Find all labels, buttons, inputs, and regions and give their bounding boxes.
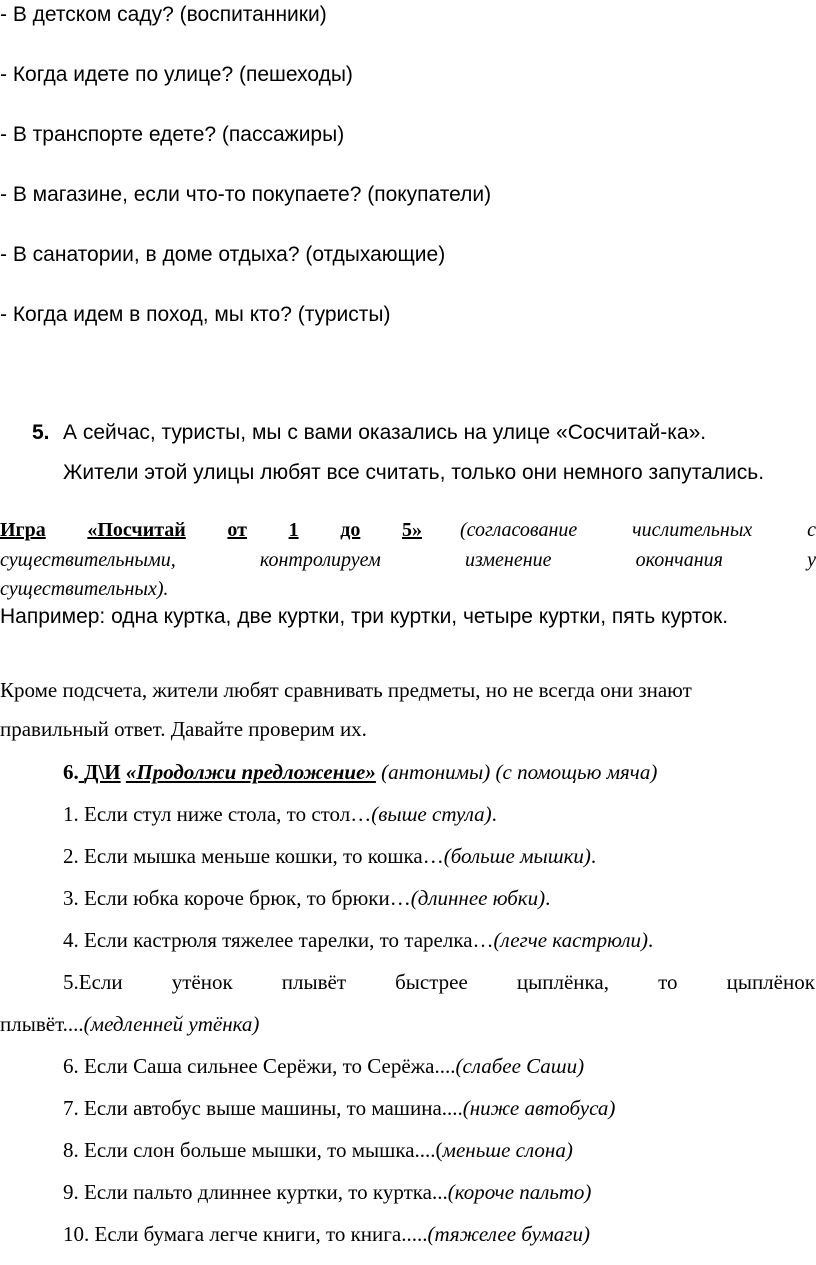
sentence-end: .: [491, 802, 497, 826]
di-game-title: «Продолжи предложение»: [125, 760, 376, 784]
game-desc-word: с: [807, 519, 816, 541]
game-description-line-2: [0, 550, 816, 570]
sentence-text: 8. Если слон больше мышки, то мышка....(: [63, 1138, 443, 1162]
game-description-line-3: существительных).: [0, 578, 169, 600]
sentence-text: 6. Если Саша сильнее Серёжи, то Серёжа....: [63, 1054, 456, 1078]
sentence-10: [63, 1224, 590, 1245]
sentence-answer: (легче кастрюли): [493, 928, 649, 952]
sentence-3: [63, 888, 550, 909]
sentence-8: [63, 1140, 573, 1161]
sentence-5-word: утёнок: [171, 970, 233, 994]
di-game-number: 6.: [63, 760, 79, 784]
sentence-answer: меньше слона): [442, 1138, 573, 1162]
game-title-word: «Посчитай: [87, 519, 186, 541]
sentence-5-line-1: [63, 972, 815, 993]
dialogue-line-2: - Когда идете по улице? (пешеходы): [0, 63, 353, 86]
dialogue-line-3: - В транспорте едете? (пассажиры): [0, 123, 345, 146]
sentence-answer: (выше стула): [371, 802, 492, 826]
sentence-5-word: цыплёнка,: [516, 970, 609, 994]
dialogue-line-5: - В санатории, в доме отдыха? (отдыхающие): [0, 243, 446, 266]
sentence-answer: (тяжелее бумаги): [427, 1222, 590, 1246]
dialogue-line-6: - Когда идем в поход, мы кто? (туристы): [0, 303, 391, 326]
section-5-number: 5.: [32, 421, 50, 444]
di-game-note: (антонимы) (с помощью мяча): [375, 760, 658, 784]
section-5-line-1: А сейчас, туристы, мы с вами оказались на улице «Сосчитай-ка».: [63, 421, 707, 444]
sentence-5-word: быстрее: [395, 970, 468, 994]
sentence-5-word: цыплёнок: [726, 970, 815, 994]
sentence-text: 2. Если мышка меньше кошки, то кошка…: [63, 844, 444, 868]
sentence-5-word: плывёт: [281, 970, 347, 994]
game-title-word: 1: [288, 519, 299, 541]
dialogue-line-1: - В детском саду? (воспитанники): [0, 3, 327, 26]
game-desc-word: контролируем: [259, 549, 381, 571]
compare-intro-line-2: правильный ответ. Давайте проверим их.: [0, 717, 367, 741]
sentence-end: .: [590, 844, 597, 868]
game-description-part-1: [460, 520, 816, 540]
dialogue-line-4: - В магазине, если что-то покупаете? (покупатели): [0, 183, 492, 206]
sentence-5-word: то: [658, 970, 678, 994]
game-desc-word: (согласование: [460, 519, 578, 541]
sentence-9: [63, 1182, 591, 1203]
sentence-text: 10. Если бумага легче книги, то книга.....: [63, 1222, 428, 1246]
game-title-word: Игра: [0, 519, 46, 541]
game-title: [0, 520, 422, 540]
game-title-line: [0, 520, 816, 540]
game-desc-word: окончания: [635, 549, 723, 571]
sentence-5-word: 5.Если: [63, 970, 123, 994]
game-desc-word: существительными,: [0, 549, 176, 571]
sentence-1: [63, 804, 497, 825]
sentence-7: [63, 1098, 615, 1119]
sentence-text: 9. Если пальто длиннее куртки, то куртка...: [63, 1180, 448, 1204]
sentence-answer: (ниже автобуса): [462, 1096, 616, 1120]
section-5-line-2: Жители этой улицы любят все считать, только они немного запутались.: [63, 461, 765, 484]
sentence-2: [63, 846, 596, 867]
game-desc-word: изменение: [464, 549, 552, 571]
di-game-heading: [63, 762, 657, 783]
sentence-end: .: [545, 886, 551, 910]
sentence-text: 7. Если автобус выше машины, то машина....: [63, 1096, 463, 1120]
sentence-answer: (слабее Саши): [455, 1054, 585, 1078]
sentence-text: 4. Если кастрюля тяжелее тарелки, то тарелка…: [63, 928, 494, 952]
sentence-text: плывёт....: [0, 1012, 84, 1036]
sentence-answer: (длиннее юбки): [410, 886, 546, 910]
compare-intro-line-1: Кроме подсчета, жители любят сравнивать предметы, но не всегда они знают: [0, 678, 692, 702]
sentence-answer: (короче пальто): [447, 1180, 592, 1204]
game-example: Например: одна куртка, две куртки, три куртки, четыре куртки, пять курток.: [0, 605, 729, 628]
game-title-word: от: [227, 519, 247, 541]
game-title-word: 5»: [401, 519, 422, 541]
sentence-4: [63, 930, 653, 951]
sentence-6: [63, 1056, 584, 1077]
game-desc-word: у: [807, 549, 816, 571]
game-title-word: до: [340, 519, 361, 541]
sentence-answer: (медленней утёнка): [83, 1012, 260, 1036]
sentence-5-line-2: [0, 1014, 259, 1035]
sentence-text: 3. Если юбка короче брюк, то брюки…: [63, 886, 411, 910]
game-desc-word: числительных: [632, 519, 753, 541]
di-game-label: Д\И: [84, 760, 121, 784]
sentence-answer: (больше мышки): [443, 844, 591, 868]
sentence-text: 1. Если стул ниже стола, то стол…: [63, 802, 372, 826]
sentence-end: .: [648, 928, 654, 952]
